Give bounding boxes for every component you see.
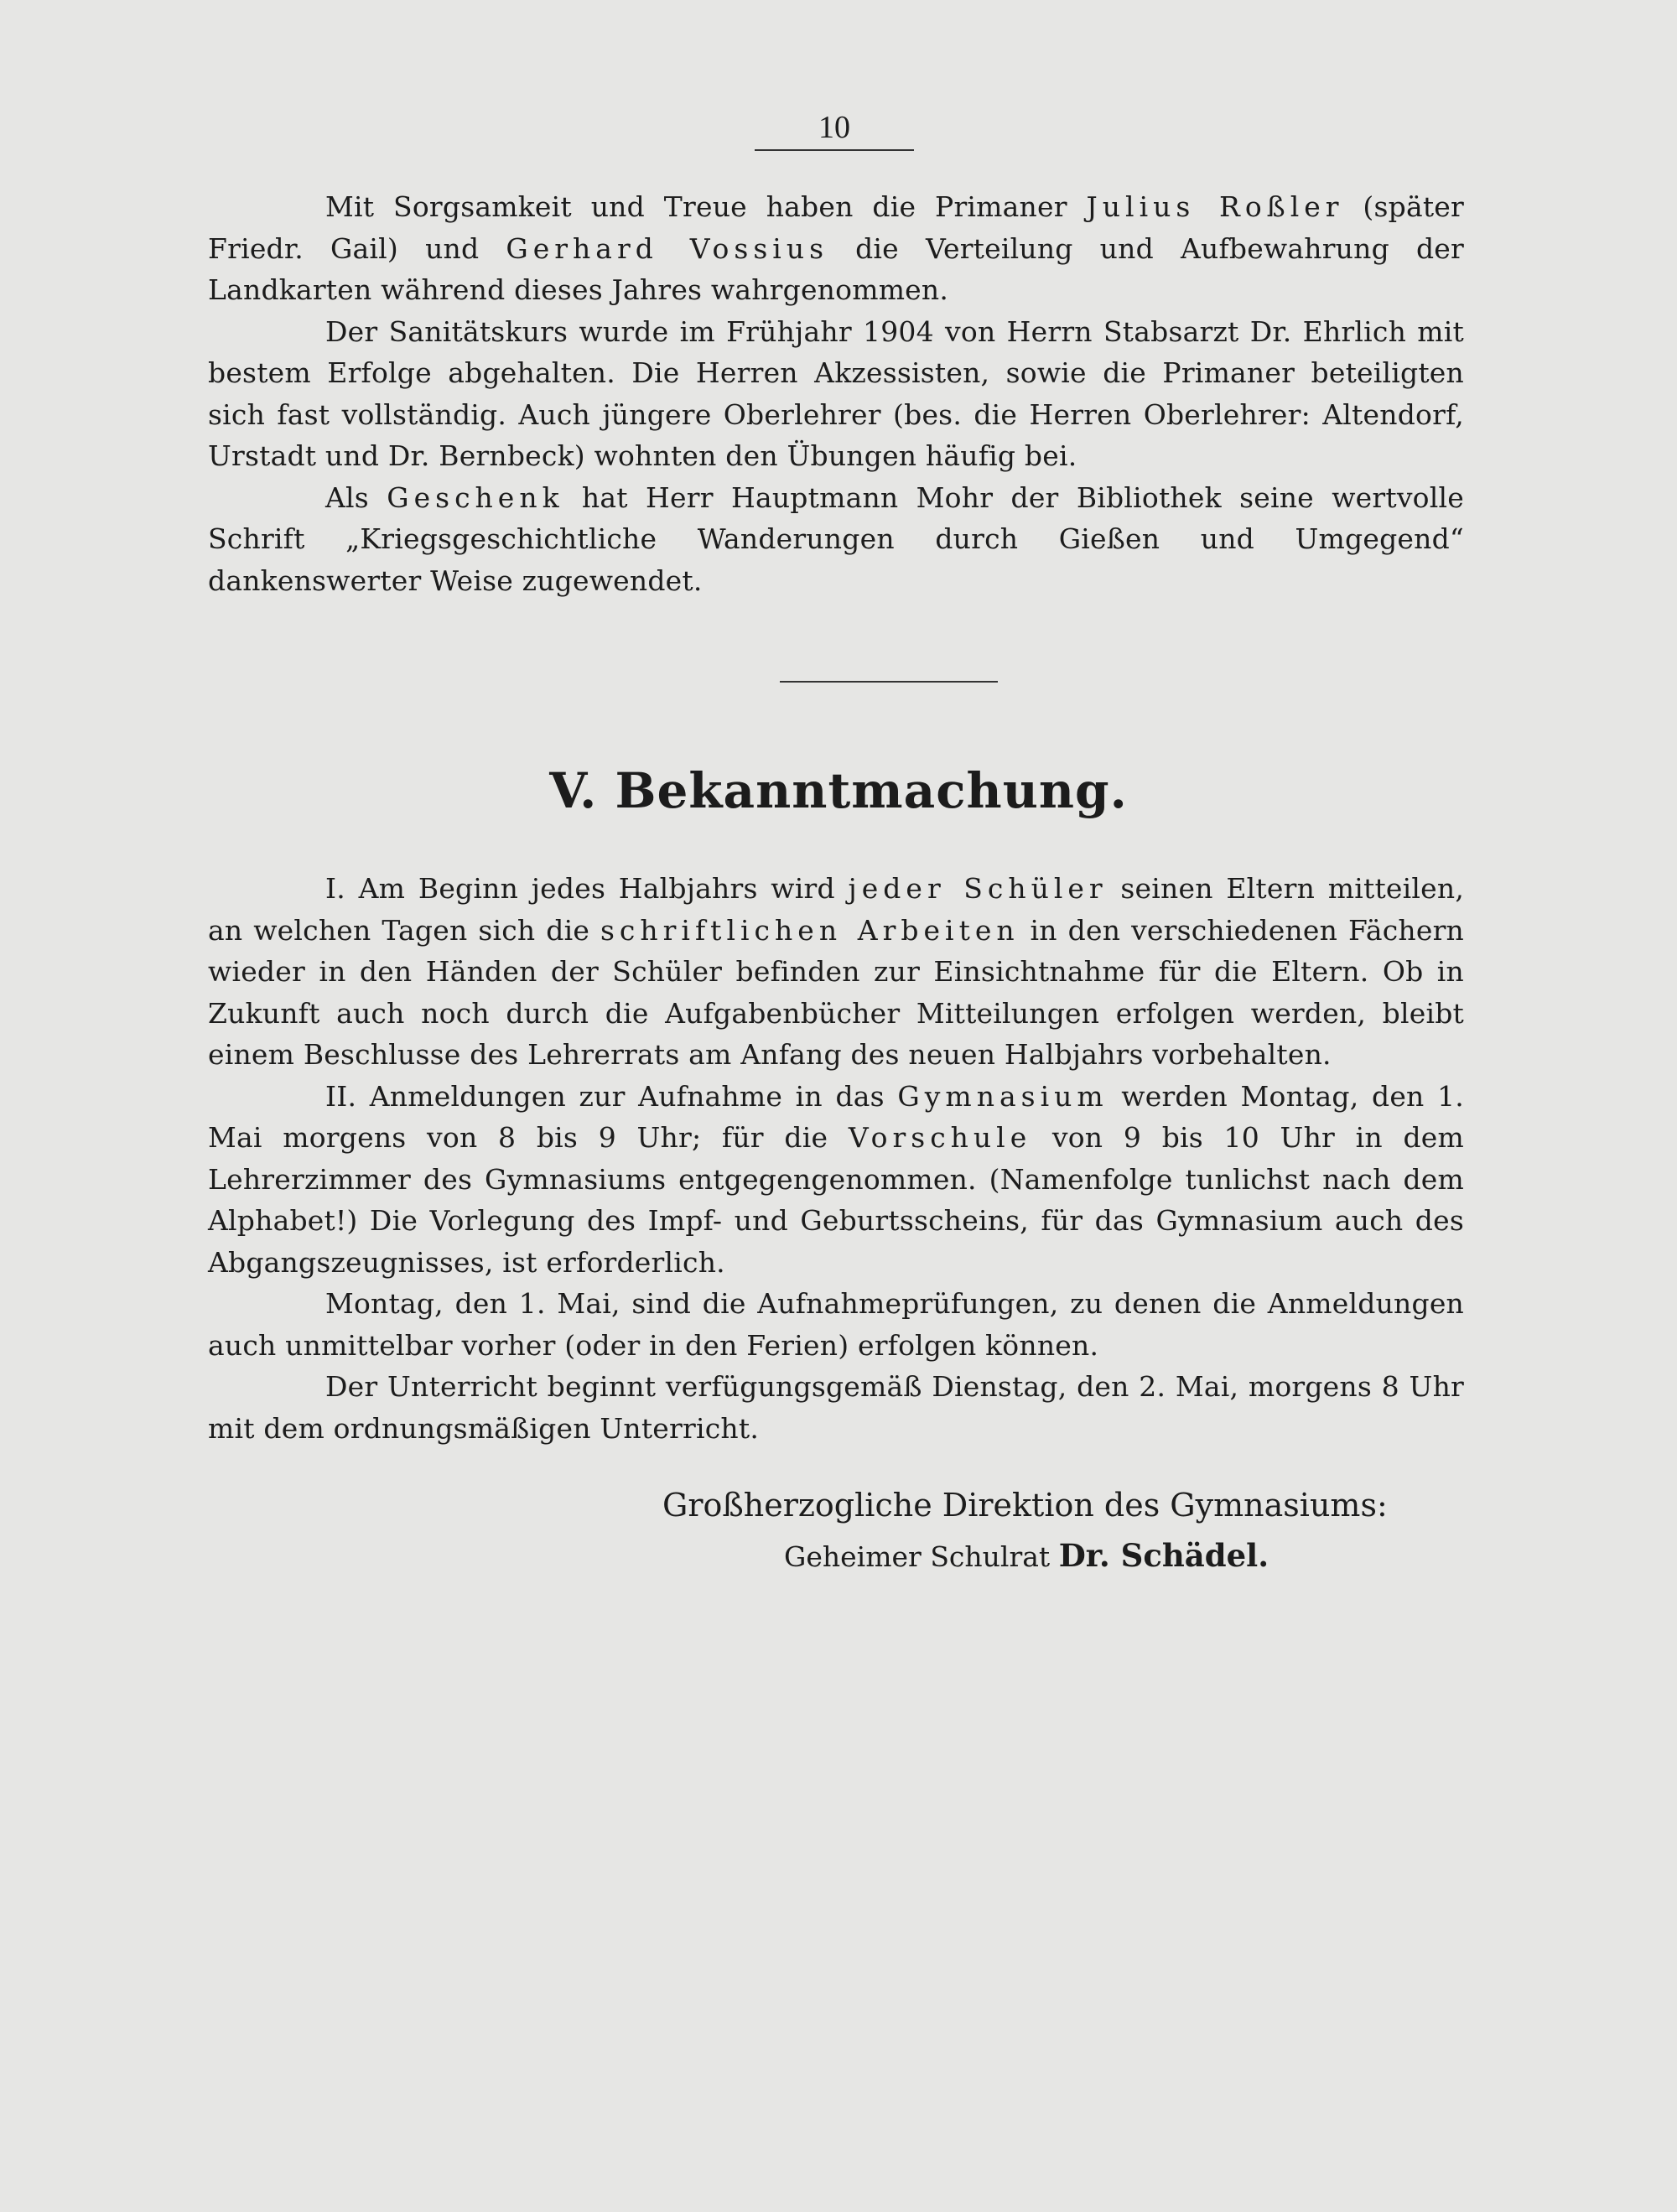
emphasis-preschool: Vorschule [848, 1121, 1032, 1154]
signature-name: Dr. Schädel. [1058, 1537, 1269, 1574]
paragraph-lessons-start: Der Unterricht beginnt verfügungsgemäß Dienstag, den 2. Mai, morgens 8 Uhr mit dem ordnungsmäßigen Unterricht. [208, 1370, 1464, 1445]
person-name: Julius Roßler [1086, 190, 1344, 223]
section-heading: V. Bekanntmachung. [549, 762, 1128, 819]
paragraph-first-aid-course: Der Sanitätskurs wurde im Frühjahr 1904 von Herrn Stabsarzt Dr. Ehrlich mit bestem Erfolge abgehalten. Die Herren Akzessisten, sowie die Primaner beteiligten sich fast vollständig. Auch jüngere Oberlehrer (bes. die Herren Oberlehrer: Altendorf, Urstadt und Dr. Bernbeck) wohnten den Übungen häufig bei. [208, 314, 1464, 472]
page-number: 10 [755, 109, 914, 151]
paragraph-map-care: Mit Sorgsamkeit und Treue haben die Primaner Julius Roßler (später Friedr. Gail) und Gerhard Vossius die Verteilung und Aufbewahrung der Landkarten während dieses Jahres wahrgenommen. [208, 190, 1465, 306]
signature-title: Geheimer Schulrat [784, 1540, 1051, 1573]
emphasis-written-work: schriftlichen Arbeiten [600, 913, 1020, 947]
emphasis-gift: Geschenk [387, 480, 564, 514]
emphasis-every-student: jeder Schüler [848, 872, 1108, 905]
section-divider [780, 681, 998, 683]
signature-institution: Großherzogliche Direktion des Gymnasiums: [662, 1487, 1388, 1524]
text-block-top [208, 186, 1464, 601]
signature-line [0, 1536, 1677, 1576]
paragraph-announcement-1: I. Am Beginn jedes Halbjahrs wird jeder Schüler seinen Eltern mitteilen, an welchen Tagen sich die schriftlichen Arbeiten in den verschiedenen Fächern wieder in den Händen der Schüler befinden zur Einsichtnahme für die Eltern. Ob in Zukunft auch noch durch die Aufgabenbücher Mitteilungen erfolgen werden, bleibt einem Beschlusse des Lehrerrats am Anfang des neuen Halbjahrs vorbehalten. [208, 872, 1465, 1071]
text-block-announcement [208, 868, 1464, 1449]
paragraph-gift: Als Geschenk hat Herr Hauptmann Mohr der Bibliothek seine wertvolle Schrift „Kriegsgeschichtliche Wanderungen durch Gießen und Umgegend“ dankenswerter Weise zugewendet. [208, 480, 1464, 597]
emphasis-gymnasium: Gymnasium [897, 1079, 1108, 1113]
paragraph-entrance-exams: Montag, den 1. Mai, sind die Aufnahmeprüfungen, zu denen die Anmeldungen auch unmittelbar vorher (oder in den Ferien) erfolgen können. [208, 1287, 1464, 1362]
person-name: Gerhard Vossius [506, 231, 829, 265]
paragraph-announcement-2: II. Anmeldungen zur Aufnahme in das Gymnasium werden Montag, den 1. Mai morgens von 8 bis 9 Uhr; für die Vorschule von 9 bis 10 Uhr in dem Lehrerzimmer des Gymnasiums entgegengenommen. (Namenfolge tunlichst nach dem Alphabet!) Die Vorlegung des Impf- und Geburtsscheins, für das Gymnasium auch des Abgangszeugnisses, ist erforderlich. [208, 1079, 1465, 1279]
